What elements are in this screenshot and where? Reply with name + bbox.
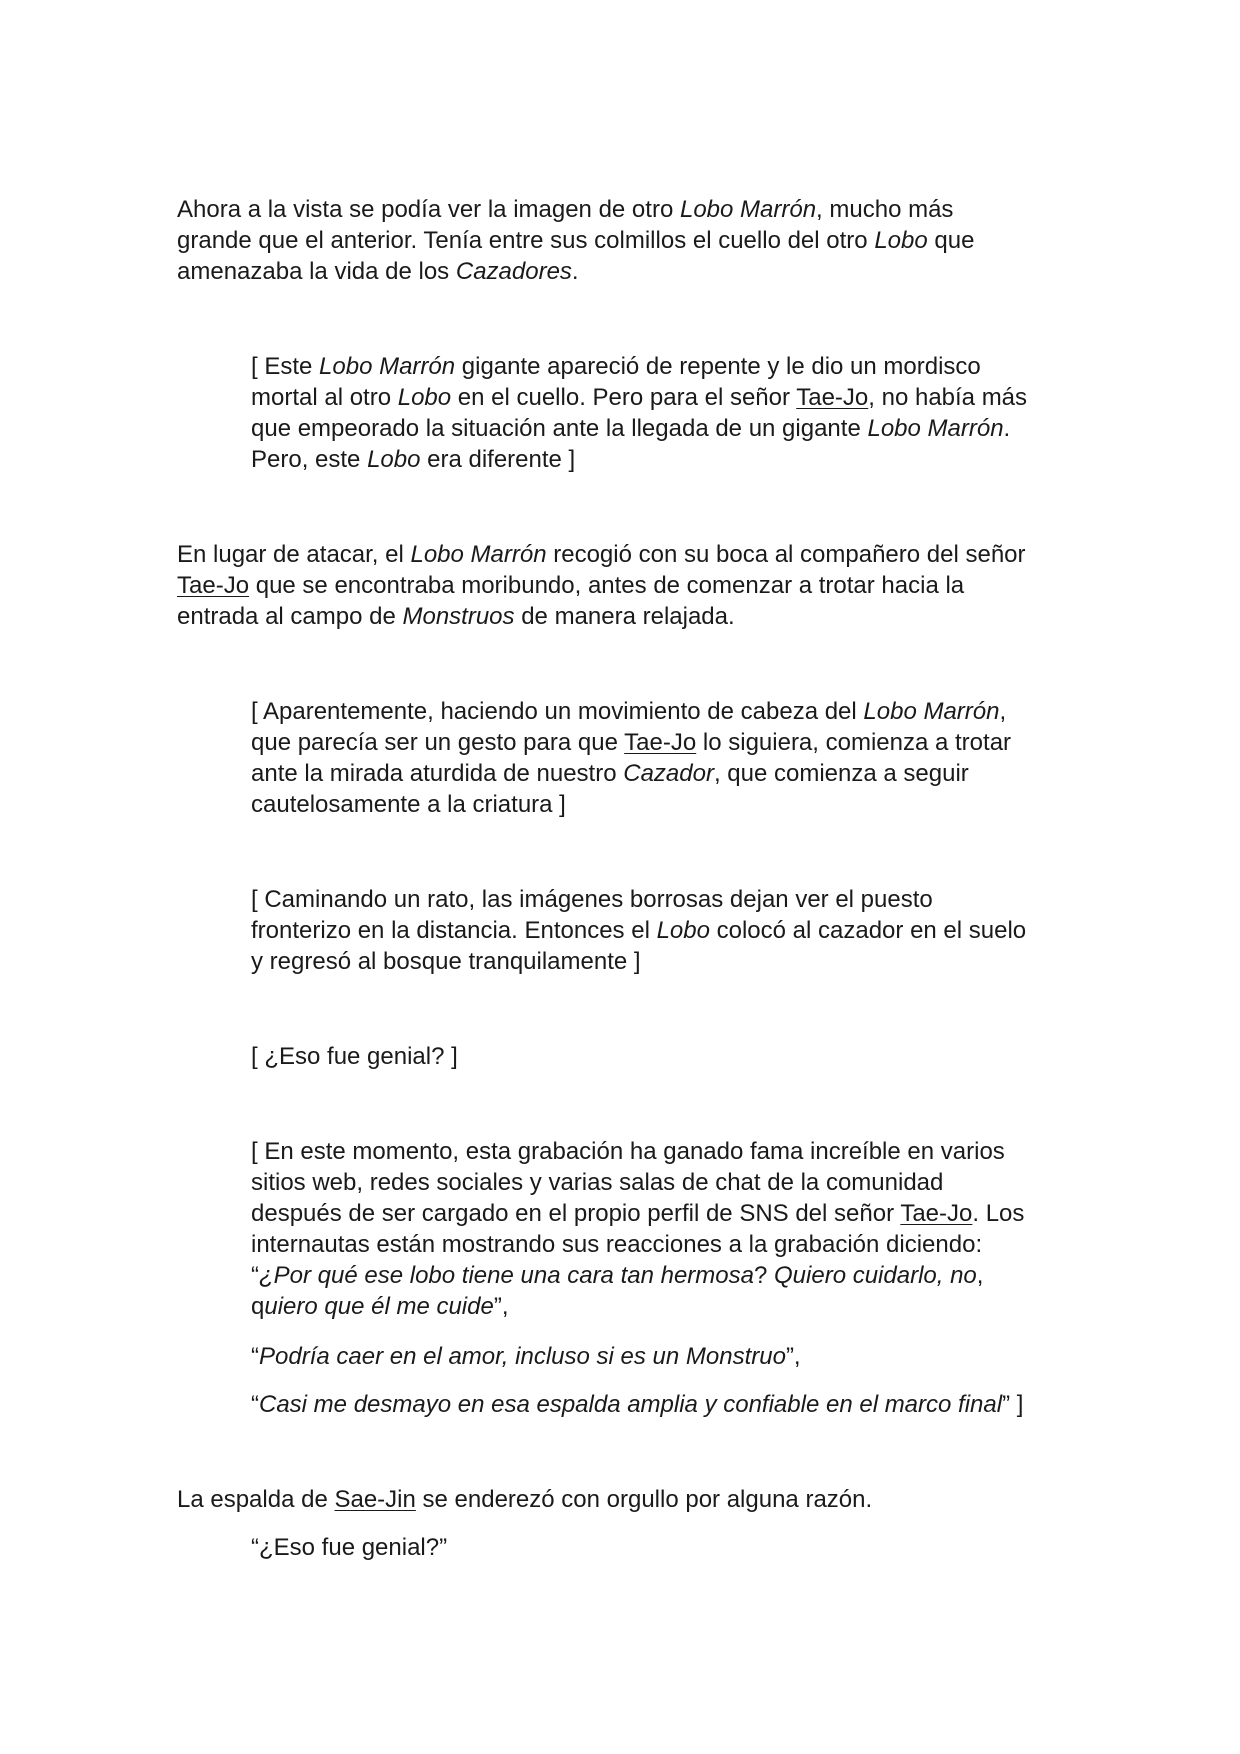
text-run: mortal al otro (251, 384, 398, 411)
paragraph-1 (177, 194, 1077, 287)
paragraph-11 (251, 1532, 1091, 1563)
underlined-name: Tae-Jo (900, 1200, 973, 1227)
italic-term: Lobo (874, 227, 928, 254)
text-run: En lugar de atacar, el (177, 541, 411, 568)
text-run: “ (251, 1262, 259, 1289)
text-run: gigante apareció de repente y le dio un mordisco (455, 353, 981, 380)
text-line (251, 884, 1091, 915)
text-line (177, 1484, 1077, 1515)
italic-term: Lobo Marrón (319, 353, 456, 380)
text-run: fronterizo en la distancia. Entonces el (251, 917, 657, 944)
underlined-name: Tae-Jo (177, 572, 250, 599)
text-run: lo siguiera, comienza a trotar (696, 729, 1012, 756)
text-run: , (999, 698, 1007, 725)
text-line (251, 444, 1091, 475)
italic-term: Lobo Marrón (410, 541, 547, 568)
paragraph-7 (251, 1136, 1091, 1322)
text-run: era diferente ] (420, 446, 576, 473)
paragraph-2 (251, 351, 1091, 475)
paragraph-10 (177, 1484, 1077, 1515)
text-line (251, 1041, 1091, 1072)
text-line (251, 1260, 1091, 1291)
text-run: que empeorado la situación ante la llegada de un gigante (251, 415, 868, 442)
text-line (251, 758, 1091, 789)
text-line (251, 1136, 1091, 1167)
text-line (251, 413, 1091, 444)
text-run: [ Aparentemente, haciendo un movimiento de cabeza del (251, 698, 864, 725)
text-line (251, 789, 1091, 820)
text-run: después de ser cargado en el propio perfil de SNS del señor (251, 1200, 901, 1227)
text-run: ”, (493, 1293, 509, 1320)
text-run: [ Caminando un rato, las imágenes borrosas dejan ver el puesto (251, 886, 933, 913)
text-line (251, 1341, 1091, 1372)
text-run: ”, (785, 1343, 801, 1370)
paragraph-3 (177, 539, 1077, 632)
italic-term: Lobo Marrón (863, 698, 1000, 725)
text-run: entrada al campo de (177, 603, 403, 630)
text-run: recogió con su boca al compañero del señor (546, 541, 1026, 568)
italic-term: Casi me desmayo en esa espalda amplia y confiable en el marco final (259, 1391, 1003, 1418)
text-run: “¿Eso fue genial?” (251, 1534, 448, 1561)
text-run: que parecía ser un gesto para que (251, 729, 625, 756)
text-line (251, 915, 1091, 946)
text-run: en el cuello. Pero para el señor (451, 384, 797, 411)
paragraph-5 (251, 884, 1091, 977)
text-line (251, 727, 1091, 758)
paragraph-4 (251, 696, 1091, 820)
text-run: La espalda de (177, 1486, 335, 1513)
paragraph-8 (251, 1341, 1091, 1372)
text-run: de manera relajada. (514, 603, 735, 630)
text-line (177, 225, 1077, 256)
text-run: y regresó al bosque tranquilamente ] (251, 948, 641, 975)
text-run: cautelosamente a la criatura ] (251, 791, 566, 818)
underlined-name: Tae-Jo (624, 729, 697, 756)
italic-term: Lobo (367, 446, 421, 473)
text-run: se enderezó con orgullo por alguna razón. (415, 1486, 873, 1513)
italic-term: Lobo (656, 917, 710, 944)
italic-term: Lobo Marrón (679, 196, 817, 223)
text-line (251, 946, 1091, 977)
text-run: ante la mirada aturdida de nuestro (251, 760, 624, 787)
text-run: . (1003, 415, 1011, 442)
italic-term: ¿Por qué ese lobo tiene una cara tan hermosa (259, 1262, 754, 1289)
text-run: , no había más (868, 384, 1028, 411)
text-line (251, 1167, 1091, 1198)
text-line (251, 1198, 1091, 1229)
text-run: . (571, 258, 579, 285)
text-line (177, 539, 1077, 570)
paragraph-9 (251, 1389, 1091, 1420)
text-line (177, 601, 1077, 632)
text-run: ” ] (1002, 1391, 1024, 1418)
text-run: ? (753, 1262, 774, 1289)
text-line (251, 1229, 1091, 1260)
text-run: [ Este (251, 353, 320, 380)
text-run: internautas están mostrando sus reacciones a la grabación diciendo: (251, 1231, 983, 1258)
italic-term: Lobo (397, 384, 452, 411)
text-run: “ (251, 1391, 259, 1418)
text-run: Ahora a la vista se podía ver la imagen de otro (177, 196, 680, 223)
paragraph-6 (251, 1041, 1091, 1072)
text-run: Pero, este (251, 446, 368, 473)
text-line (177, 194, 1077, 225)
text-line (177, 570, 1077, 601)
text-run: amenazaba la vida de los (177, 258, 456, 285)
italic-term: Cazador (623, 760, 714, 787)
text-run: . Los (972, 1200, 1025, 1227)
text-run: grande que el anterior. Tenía entre sus colmillos el cuello del otro (177, 227, 875, 254)
text-line (251, 1532, 1091, 1563)
text-run: q (251, 1293, 265, 1320)
text-run: , mucho más (816, 196, 954, 223)
italic-term: uiero que él me cuide (264, 1293, 494, 1320)
text-run: , que comienza a seguir (713, 760, 969, 787)
text-line (251, 1291, 1091, 1322)
italic-term: Quiero cuidarlo, no (774, 1262, 977, 1289)
text-run: que (927, 227, 975, 254)
italic-term: Cazadores (455, 258, 572, 285)
text-run: [ ¿Eso fue genial? ] (251, 1043, 458, 1070)
text-run: , (976, 1262, 984, 1289)
text-run: colocó al cazador en el suelo (709, 917, 1027, 944)
text-line (177, 256, 1077, 287)
text-run: “ (251, 1343, 259, 1370)
text-line (251, 382, 1091, 413)
text-line (251, 696, 1091, 727)
text-run: que se encontraba moribundo, antes de comenzar a trotar hacia la (249, 572, 965, 599)
italic-term: Lobo Marrón (867, 415, 1004, 442)
text-line (251, 1389, 1091, 1420)
underlined-name: Sae-Jin (334, 1486, 416, 1513)
underlined-name: Tae-Jo (796, 384, 869, 411)
text-line (251, 351, 1091, 382)
text-run: [ En este momento, esta grabación ha ganado fama increíble en varios (251, 1138, 1005, 1165)
italic-term: Podría caer en el amor, incluso si es un Monstruo (259, 1343, 786, 1370)
text-run: sitios web, redes sociales y varias salas de chat de la comunidad (251, 1169, 944, 1196)
italic-term: Monstruos (402, 603, 515, 630)
